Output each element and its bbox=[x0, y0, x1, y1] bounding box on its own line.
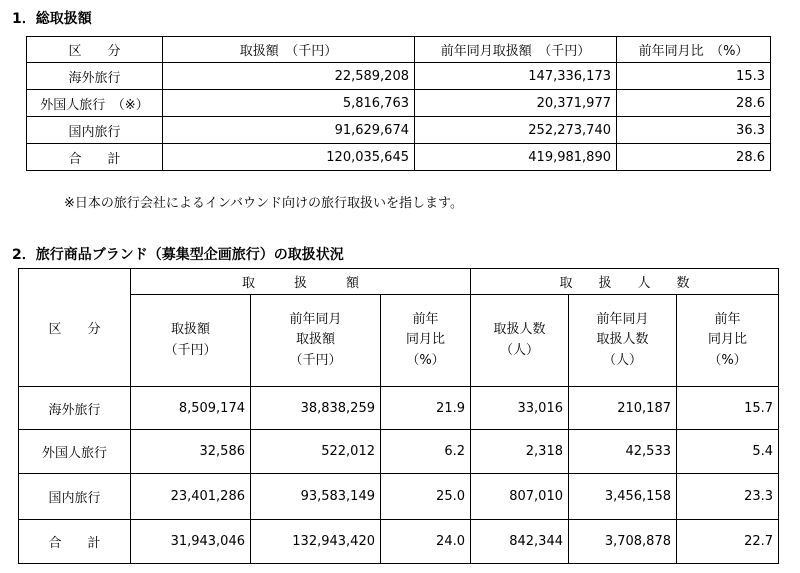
row-label: 国内旅行 bbox=[19, 474, 131, 520]
prev-people-cell: 210,187 bbox=[569, 387, 677, 430]
amount-cell: 8,509,174 bbox=[131, 387, 251, 430]
prev-amount-cell: 93,583,149 bbox=[251, 474, 381, 520]
amount-cell: 31,943,046 bbox=[131, 520, 251, 564]
group-header-people: 取 扱 人 数 bbox=[471, 269, 779, 295]
prev-people-cell: 3,708,878 bbox=[569, 520, 677, 564]
amount-yoy-cell: 24.0 bbox=[381, 520, 471, 564]
prev-amount-cell: 419,981,890 bbox=[415, 144, 617, 171]
amount-yoy-cell: 25.0 bbox=[381, 474, 471, 520]
prev-amount-cell: 38,838,259 bbox=[251, 387, 381, 430]
col-header-prev-amount: 前年同月取扱額 （千円） bbox=[415, 37, 617, 63]
people-cell: 807,010 bbox=[471, 474, 569, 520]
table-row bbox=[27, 144, 771, 171]
col-header-amount: 取扱額 （千円） bbox=[163, 37, 415, 63]
table-row bbox=[19, 474, 779, 520]
people-cell: 33,016 bbox=[471, 387, 569, 430]
total-handling-table bbox=[26, 36, 771, 171]
sub-header-amount: 取扱額 （千円） bbox=[131, 295, 251, 387]
footnote: ※日本の旅行会社によるインバウンド向けの旅行取扱いを指します。 bbox=[64, 196, 463, 211]
col-header-yoy: 前年同月比 （%） bbox=[617, 37, 771, 63]
prev-people-cell: 3,456,158 bbox=[569, 474, 677, 520]
sub-header-prev-people: 前年同月 取扱人数 （人） bbox=[569, 295, 677, 387]
amount-yoy-cell: 6.2 bbox=[381, 430, 471, 474]
col-header-category: 区 分 bbox=[27, 37, 163, 63]
row-label: 海外旅行 bbox=[19, 387, 131, 430]
amount-cell: 23,401,286 bbox=[131, 474, 251, 520]
table-row bbox=[27, 63, 771, 90]
amount-cell: 120,035,645 bbox=[163, 144, 415, 171]
prev-amount-cell: 147,336,173 bbox=[415, 63, 617, 90]
sub-header-people: 取扱人数 （人） bbox=[471, 295, 569, 387]
row-label: 外国人旅行 （※） bbox=[27, 90, 163, 117]
section1-heading: 1．総取扱額 bbox=[12, 11, 92, 27]
people-yoy-cell: 15.7 bbox=[677, 387, 779, 430]
sub-header-people-yoy: 前年 同月比 （%） bbox=[677, 295, 779, 387]
table-row bbox=[19, 520, 779, 564]
people-cell: 842,344 bbox=[471, 520, 569, 564]
amount-cell: 32,586 bbox=[131, 430, 251, 474]
yoy-cell: 28.6 bbox=[617, 144, 771, 171]
people-yoy-cell: 5.4 bbox=[677, 430, 779, 474]
prev-amount-cell: 20,371,977 bbox=[415, 90, 617, 117]
group-header-amount: 取 扱 額 bbox=[131, 269, 471, 295]
prev-amount-cell: 132,943,420 bbox=[251, 520, 381, 564]
amount-yoy-cell: 21.9 bbox=[381, 387, 471, 430]
table-row bbox=[27, 117, 771, 144]
row-label: 合 計 bbox=[19, 520, 131, 564]
sub-header-prev-amount: 前年同月 取扱額 （千円） bbox=[251, 295, 381, 387]
prev-amount-cell: 252,273,740 bbox=[415, 117, 617, 144]
table-row bbox=[27, 90, 771, 117]
yoy-cell: 36.3 bbox=[617, 117, 771, 144]
prev-amount-cell: 522,012 bbox=[251, 430, 381, 474]
sub-header-row bbox=[19, 295, 779, 387]
people-yoy-cell: 23.3 bbox=[677, 474, 779, 520]
row-label: 国内旅行 bbox=[27, 117, 163, 144]
amount-cell: 91,629,674 bbox=[163, 117, 415, 144]
table-header-row bbox=[27, 37, 771, 63]
people-cell: 2,318 bbox=[471, 430, 569, 474]
row-header-category: 区 分 bbox=[19, 269, 131, 387]
yoy-cell: 28.6 bbox=[617, 90, 771, 117]
row-label: 海外旅行 bbox=[27, 63, 163, 90]
brand-handling-table bbox=[18, 268, 779, 564]
section2-heading: 2．旅行商品ブランド（募集型企画旅行）の取扱状況 bbox=[12, 247, 344, 263]
table-row bbox=[19, 430, 779, 474]
row-label: 外国人旅行 bbox=[19, 430, 131, 474]
people-yoy-cell: 22.7 bbox=[677, 520, 779, 564]
prev-people-cell: 42,533 bbox=[569, 430, 677, 474]
table-row bbox=[19, 387, 779, 430]
amount-cell: 22,589,208 bbox=[163, 63, 415, 90]
amount-cell: 5,816,763 bbox=[163, 90, 415, 117]
row-label: 合 計 bbox=[27, 144, 163, 171]
group-header-row bbox=[19, 269, 779, 295]
sub-header-amount-yoy: 前年 同月比 （%） bbox=[381, 295, 471, 387]
yoy-cell: 15.3 bbox=[617, 63, 771, 90]
